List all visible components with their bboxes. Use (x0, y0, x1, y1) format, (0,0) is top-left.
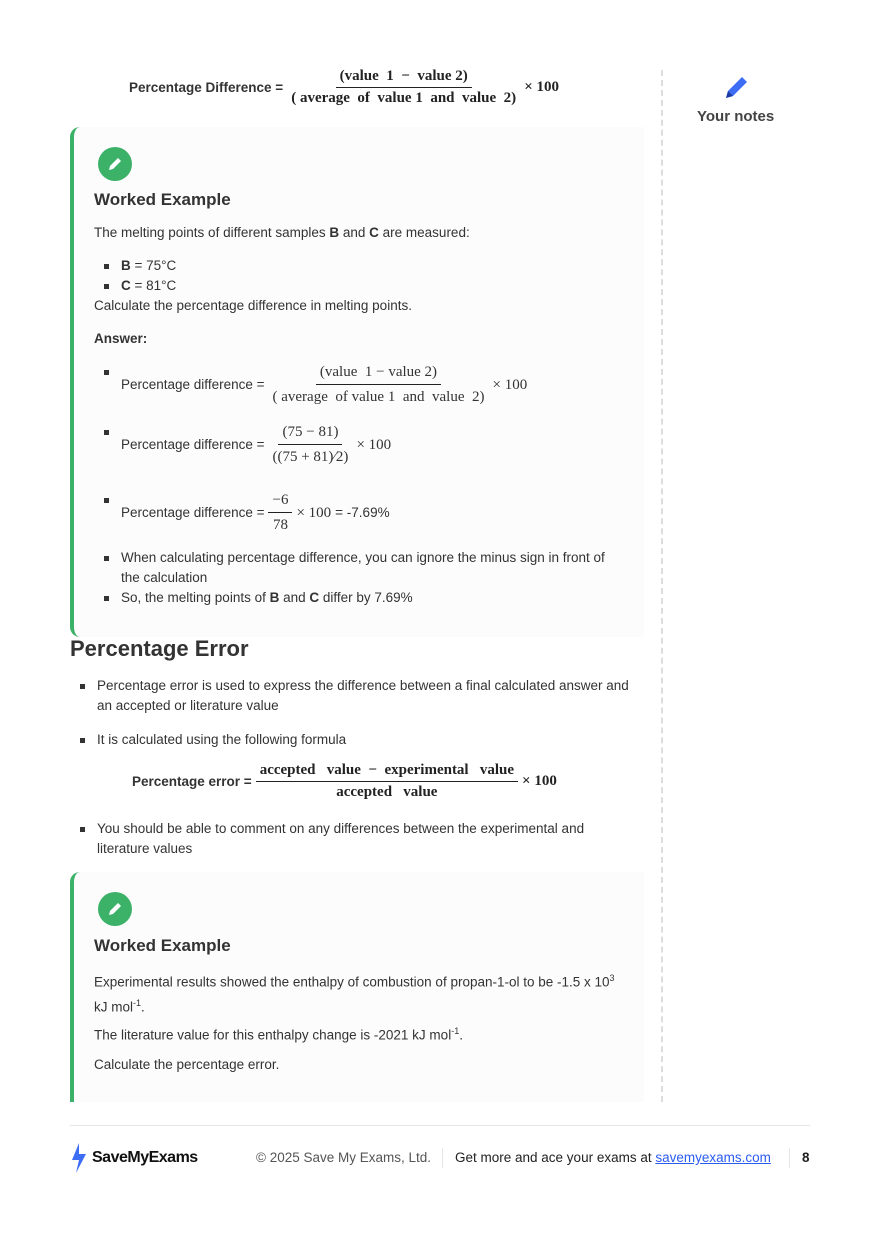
list-item: When calculating percentage difference, you can ignore the minus sign in front of the calculation (94, 548, 624, 588)
page-number: 8 (802, 1150, 810, 1165)
list-item: It is calculated using the following formula (70, 730, 630, 750)
list-item: B = 75°C (94, 256, 176, 276)
worked-example-title: Worked Example (94, 190, 231, 209)
section-bullets (70, 676, 630, 750)
notes-divider (661, 70, 663, 1102)
footer-separator (442, 1148, 443, 1168)
list-item: C = 81°C (94, 276, 176, 296)
percentage-difference-formula (129, 68, 559, 107)
footer-link[interactable]: savemyexams.com (655, 1150, 771, 1165)
pencil-icon (98, 892, 132, 926)
formula-numerator: (value 1 − value 2) (336, 68, 472, 88)
lightning-icon (70, 1143, 88, 1173)
worked-example-title: Worked Example (94, 936, 231, 955)
section-heading: Percentage Error (70, 636, 249, 661)
example-text-2: The literature value for this enthalpy change is -2021 kJ mol$^{-1}$. (94, 1026, 463, 1043)
sample-list (94, 256, 176, 296)
copyright: © 2025 Save My Exams, Ltd. (256, 1150, 432, 1165)
list-item: Percentage difference = $\frac{-6}{78}$ × 100 = -7.69% (94, 490, 624, 538)
list-item: Percentage difference = $\frac{(75 - 81)}{((75 + 81)∕2)}$ × 100 (94, 422, 624, 490)
answer-label: Answer: (94, 331, 148, 346)
example-intro: The melting points of different samples B and C are measured: (94, 225, 470, 240)
brand-logo[interactable]: SaveMyExams (70, 1143, 198, 1173)
list-item: You should be able to comment on any differences between the experimental and literature values (70, 819, 630, 859)
formula-denominator: ( average of value 1 and value 2) (291, 90, 517, 106)
your-notes-label[interactable]: Your notes (697, 108, 775, 125)
footer-separator (789, 1148, 790, 1168)
list-item: Percentage difference = $\frac{\text{(value 1 − value 2)}}{\text{( average of value 1 and value 2)}}$ × 100 (94, 362, 624, 412)
percentage-error-formula: Percentage error = $\frac{\text{accepted value − experimental value}}{\text{accepted value}}$ × 100 (132, 762, 557, 800)
worked-example-2 (70, 872, 644, 1102)
list-item: Percentage error is used to express the difference between a final calculated answer and an accepted or literature value (70, 676, 630, 716)
footer-divider (70, 1125, 810, 1126)
worked-example-1 (70, 127, 644, 637)
formula-label: Percentage Difference = (129, 80, 284, 95)
example-text-1: Experimental results showed the enthalpy of combustion of propan-1-ol to be -1.5 x $10^3$ kJ mol$^{-1}$. (94, 973, 615, 1014)
formula-multiplier: × 100 (524, 79, 559, 95)
question-text: Calculate the percentage difference in melting points. (94, 298, 412, 313)
footer-cta: Get more and ace your exams at savemyexams.com (455, 1150, 771, 1165)
example-question: Calculate the percentage error. (94, 1057, 280, 1072)
answer-steps (94, 362, 624, 608)
pencil-icon (720, 72, 752, 109)
list-item: So, the melting points of B and C differ by 7.69% (94, 588, 624, 608)
pencil-icon (98, 147, 132, 181)
